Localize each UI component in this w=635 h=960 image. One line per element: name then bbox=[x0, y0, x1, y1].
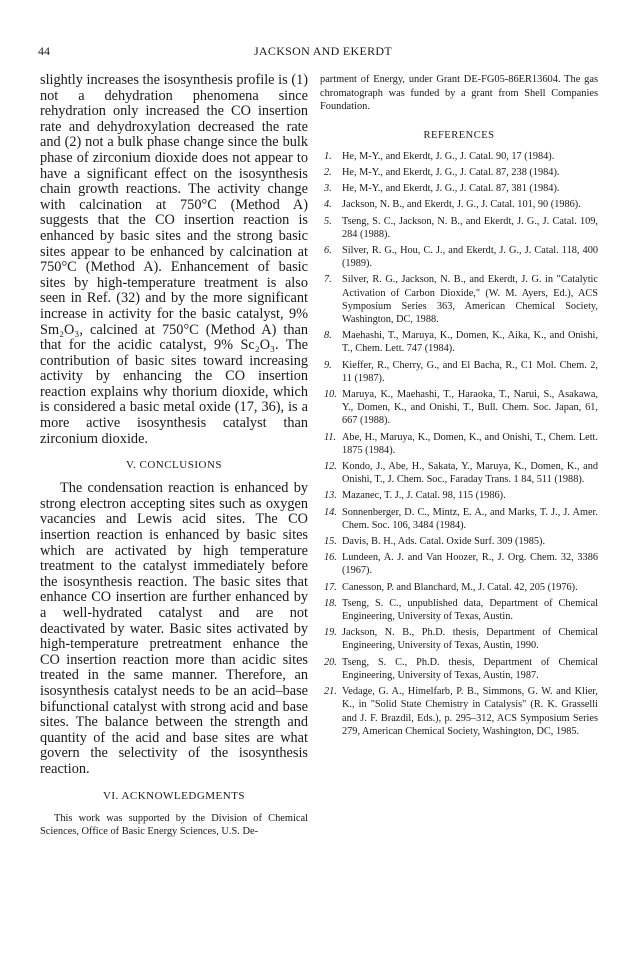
reference-number: 13. bbox=[324, 490, 337, 502]
reference-text: He, M-Y., and Ekerdt, J. G., J. Catal. 90, 17 (1984). bbox=[342, 150, 555, 162]
reference-number: 1. bbox=[324, 150, 332, 162]
reference-text: Lundeen, A. J. and Van Hoozer, R., J. Org. Chem. 32, 3386 (1967). bbox=[342, 552, 598, 577]
reference-text: Jackson, N. B., Ph.D. thesis, Department of Chemical Engineering, University of Texas, Austin, 1990. bbox=[342, 627, 598, 652]
reference-text: Tseng, S. C., unpublished data, Department of Chemical Engineering, University of Texas, Austin. bbox=[342, 597, 598, 623]
reference-number: 5. bbox=[324, 215, 332, 227]
reference-text: Maehashi, T., Maruya, K., Domen, K., Aika, K., and Onishi, T., Chem. Lett. 747 (1984). bbox=[342, 330, 598, 355]
reference-text: Sonnenberger, D. C., Mintz, E. A., and Marks, T. J., J. Amer. Chem. Soc. 106, 3484 (1984). bbox=[342, 506, 598, 531]
reference-text: Silver, R. G., Hou, C. J., and Ekerdt, J. G., J. Catal. 118, 400 (1989). bbox=[342, 245, 598, 270]
discussion-paragraph: slightly increases the isosynthesis profile is (1) not a dehydration phenomena since rehydration only increased the CO insertion rate and dehydroxylation decreased the rate and (2) not a bulk phase change since the bulk phase of zirconium dioxide does not appear to have a significant effect on the isosynthesis chain growth reactions. The activity change with calcination at 750°C (Method A) suggests that the CO insertion reaction is enhanced by basic sites and the strong basic sites appear to be enhanced by calcination at 750°C (Method A). Enhancement of basic sites by high-temperature treatment is also seen in Ref. (32) and by the more significant increase in activity for the basic catalyst, 9% Sm₂O₃, calcined at 750°C (Method A) than that for the acidic catalyst, 9% Sc₂O₃. The contribution of basic sites toward increasing activity by enhancing the CO insertion reaction explains why thorium dioxide, which is considered a basic metal oxide (17, 36), is a more active isosynthesis catalyst than zirconium dioxide. bbox=[40, 72, 308, 447]
page-header bbox=[38, 44, 608, 62]
reference-number: 21. bbox=[324, 686, 337, 698]
reference-number: 16. bbox=[324, 552, 337, 564]
reference-item bbox=[320, 359, 598, 385]
conclusions-heading: V. CONCLUSIONS bbox=[125, 459, 223, 472]
reference-text: Kieffer, R., Cherry, G., and El Bacha, R., C1 Mol. Chem. 2, 11 (1987). bbox=[342, 359, 598, 384]
reference-text: Tseng, S. C., Jackson, N. B., and Ekerdt, J. G., J. Catal. 109, 284 (1988). bbox=[342, 215, 598, 240]
reference-text: Silver, R. G., Jackson, N. B., and Ekerdt, J. G. in "Catalytic Activation of Carbon Dioxide," (W. M. Ayers, Ed.), ACS Symposium Series 363, American Chemical Society, Washington, DC, 1988. bbox=[342, 274, 598, 326]
reference-number: 14. bbox=[324, 506, 337, 518]
reference-number: 8. bbox=[324, 330, 332, 342]
reference-item bbox=[320, 460, 598, 486]
reference-text: Vedage, G. A., Himelfarb, P. B., Simmons, G. W. and Klier, K., in "Solid State Chemistry in Catalysis" (R. K. Grasselli and J. F. Brazdil, Eds.), p. 295–312, ACS Symposium Series 279, American Chemical Society, Washington, DC, 1985. bbox=[342, 686, 598, 737]
reference-item bbox=[320, 388, 598, 428]
acknowledgments-heading: VI. ACKNOWLEDGMENTS bbox=[102, 789, 246, 802]
reference-item bbox=[320, 166, 598, 179]
reference-number: 15. bbox=[324, 536, 337, 548]
reference-number: 18. bbox=[324, 597, 337, 609]
reference-item bbox=[320, 273, 598, 326]
reference-text: Tseng, S. C., Ph.D. thesis, Department of Chemical Engineering, University of Texas, Austin, 1987. bbox=[342, 656, 598, 681]
reference-number: 3. bbox=[324, 183, 332, 195]
reference-item bbox=[320, 431, 598, 457]
reference-item bbox=[320, 150, 598, 163]
reference-item bbox=[320, 329, 598, 355]
page-number: 44 bbox=[38, 44, 50, 58]
reference-number: 9. bbox=[324, 359, 332, 371]
reference-number: 12. bbox=[324, 461, 337, 473]
reference-text: He, M-Y., and Ekerdt, J. G., J. Catal. 87, 238 (1984). bbox=[342, 166, 560, 178]
reference-text: Abe, H., Maruya, K., Domen, K., and Onishi, T., Chem. Lett. 1875 (1984). bbox=[342, 431, 598, 456]
references-heading: REFERENCES bbox=[423, 129, 495, 141]
reference-item bbox=[320, 506, 598, 532]
right-column bbox=[320, 73, 598, 741]
reference-text: Davis, B. H., Ads. Catal. Oxide Surf. 309 (1985). bbox=[342, 536, 546, 548]
acknowledgments-continued: partment of Energy, under Grant DE-FG05-86ER13604. The gas chromatograph was funded by a grant from Shell Companies Foundation. bbox=[320, 74, 598, 113]
reference-item bbox=[320, 685, 598, 738]
reference-text: He, M-Y., and Ekerdt, J. G., J. Catal. 87, 381 (1984). bbox=[342, 183, 560, 195]
reference-text: Canesson, P. and Blanchard, M., J. Catal. 42, 205 (1976). bbox=[342, 581, 578, 593]
reference-number: 4. bbox=[324, 199, 332, 211]
reference-number: 10. bbox=[324, 389, 337, 401]
reference-item bbox=[320, 581, 598, 594]
reference-item bbox=[320, 244, 598, 270]
reference-item bbox=[320, 626, 598, 652]
reference-number: 2. bbox=[324, 166, 332, 178]
reference-number: 17. bbox=[324, 581, 337, 593]
reference-number: 7. bbox=[324, 274, 332, 286]
reference-item bbox=[320, 182, 598, 195]
running-head: JACKSON AND EKERDT bbox=[253, 44, 393, 58]
reference-number: 20. bbox=[324, 656, 337, 668]
reference-item bbox=[320, 535, 598, 548]
reference-number: 11. bbox=[324, 431, 337, 443]
reference-item bbox=[320, 489, 598, 502]
reference-text: Maruya, K., Maehashi, T., Haraoka, T., Narui, S., Asakawa, Y., Domen, K., and Onishi, T., Bull. Chem. Soc. Japan, 61, 667 (1988). bbox=[342, 389, 598, 427]
reference-text: Kondo, J., Abe, H., Sakata, Y., Maruya, K., Domen, K., and Onishi, T., J. Chem. Soc., Faraday Trans. 1 84, 511 (1988). bbox=[342, 461, 598, 486]
reference-text: Jackson, N. B., and Ekerdt, J. G., J. Catal. 101, 90 (1986). bbox=[342, 199, 581, 211]
reference-item bbox=[320, 597, 598, 623]
reference-list bbox=[320, 150, 598, 738]
acknowledgments-text: This work was supported by the Division of Chemical Sciences, Office of Basic Energy Sciences, U.S. De- bbox=[40, 812, 308, 838]
conclusions-paragraph: The condensation reaction is enhanced by strong electron accepting sites such as oxygen vacancies and Lewis acid sites. The CO insertion reaction is enhanced by basic sites which are activated by high temperature treatment to the catalyst immediately before the isosynthesis reaction. The basic sites that enhance CO insertion are further enhanced by a well-hydrated catalyst and are not deactivated by water. Basic sites activated by high-temperature pretreatment enhance the CO insertion reaction more than acidic sites treated in the same manner. Therefore, an isosynthesis catalyst needs to be an acid–base bifunctional catalyst with strong acid and base sites. The balance between the strength and quantity of the acid and base sites are what govern the selectivity of the isosynthesis reaction. bbox=[40, 480, 308, 777]
reference-item bbox=[320, 215, 598, 241]
reference-item bbox=[320, 198, 598, 211]
reference-item bbox=[320, 656, 598, 682]
reference-number: 19. bbox=[324, 627, 337, 639]
left-column bbox=[40, 73, 308, 839]
reference-number: 6. bbox=[324, 245, 332, 256]
reference-text: Mazanec, T. J., J. Catal. 98, 115 (1986). bbox=[342, 490, 506, 502]
reference-item bbox=[320, 551, 598, 577]
